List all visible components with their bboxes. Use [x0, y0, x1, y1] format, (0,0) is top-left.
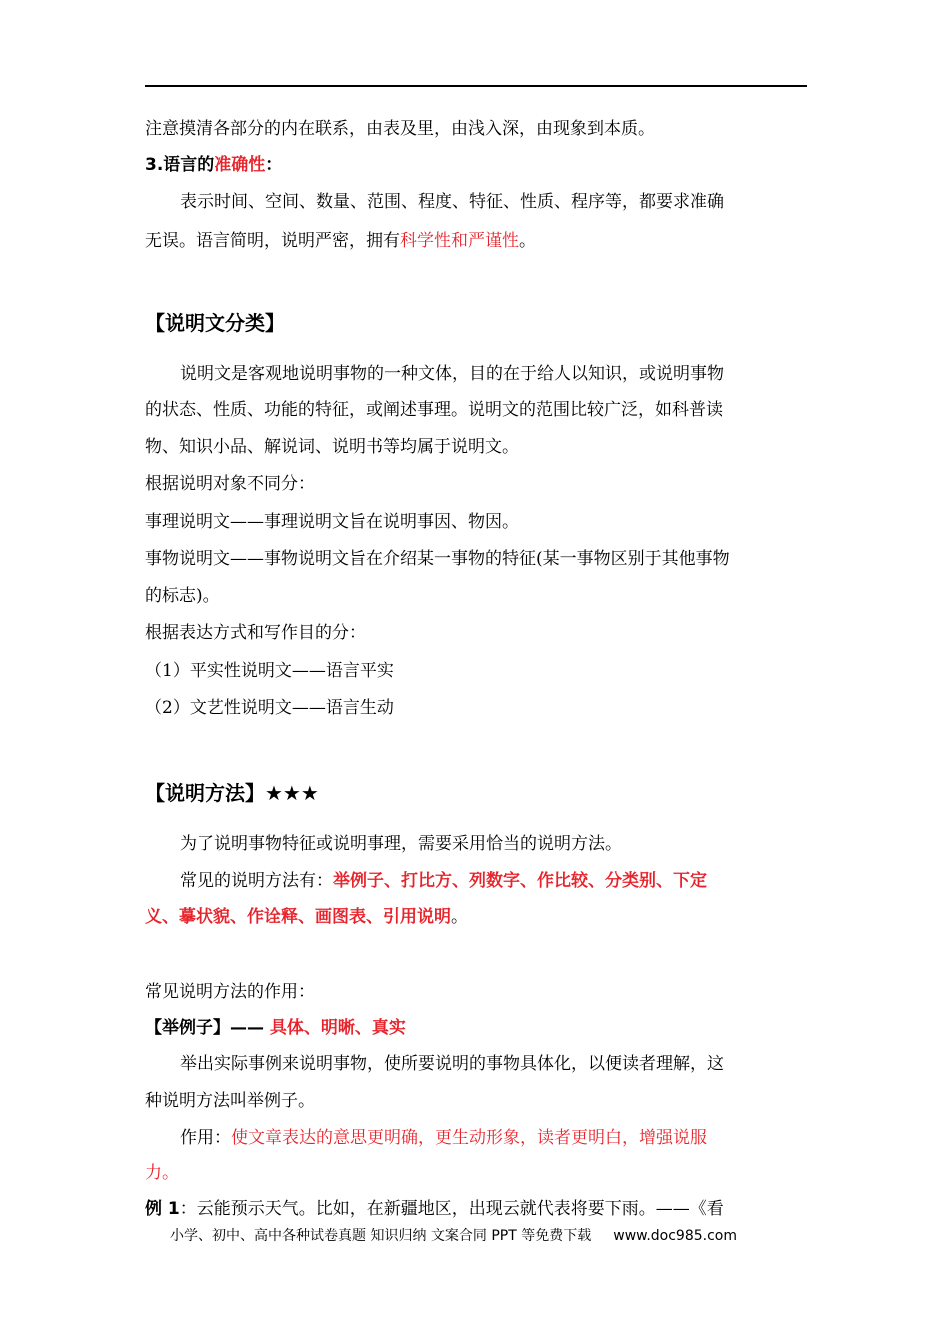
footer-banner — [170, 1226, 737, 1246]
top-rule — [145, 85, 807, 87]
footer-url[interactable]: www.doc985.com — [613, 1228, 737, 1244]
paragraph-line: 义、摹状貌、作诠释、画图表、引用说明。 — [145, 907, 468, 927]
paragraph-line: 无误。语言简明，说明严密，拥有科学性和严谨性。 — [145, 231, 536, 251]
paragraph-line: 物、知识小品、解说词、说明书等均属于说明文。 — [145, 437, 519, 457]
paragraph-line: 种说明方法叫举例子。 — [145, 1091, 315, 1111]
heading-methods: 【说明方法】★★★ — [145, 781, 319, 805]
paragraph-line: 根据表达方式和写作目的分： — [145, 623, 366, 643]
paragraph-line: 事理说明文——事理说明文旨在说明事因、物因。 — [145, 512, 519, 532]
list-item: （2）文艺性说明文——语言生动 — [145, 698, 394, 718]
paragraph-line: 举出实际事例来说明事物，使所要说明的事物具体化，以便读者理解，这 — [180, 1054, 724, 1074]
paragraph-line: 力。 — [145, 1163, 179, 1183]
footer-text: 小学、初中、高中各种试卷真题 知识归纳 文案合同 PPT 等免费下载 — [170, 1228, 592, 1244]
paragraph-line: 常见说明方法的作用： — [145, 982, 315, 1002]
paragraph-line: 说明文是客观地说明事物的一种文体，目的在于给人以知识，或说明事物 — [180, 364, 724, 384]
example-line: 例 1：云能预示天气。比如，在新疆地区，出现云就代表将要下雨。——《看 — [145, 1199, 724, 1219]
paragraph-line: 根据说明对象不同分： — [145, 474, 315, 494]
list-item: （1）平实性说明文——语言平实 — [145, 661, 394, 681]
paragraph-line: 的标志)。 — [145, 586, 220, 606]
paragraph-line: 表示时间、空间、数量、范围、程度、特征、性质、程序等，都要求准确 — [180, 192, 724, 212]
paragraph-line: 为了说明事物特征或说明事理，需要采用恰当的说明方法。 — [180, 834, 622, 854]
paragraph-line: 作用：使文章表达的意思更明确，更生动形象，读者更明白，增强说服 — [180, 1128, 707, 1148]
paragraph-line: 的状态、性质、功能的特征，或阐述事理。说明文的范围比较广泛，如科普读 — [145, 400, 723, 420]
paragraph-line: 事物说明文——事物说明文旨在介绍某一事物的特征(某一事物区别于其他事物 — [145, 549, 730, 569]
example-method-heading: 【举例子】—— 具体、明晰、真实 — [145, 1018, 406, 1038]
paragraph-line: 常见的说明方法有：举例子、打比方、列数字、作比较、分类别、下定 — [180, 871, 707, 891]
section-heading-accuracy: 3.语言的准确性： — [145, 155, 283, 175]
paragraph-line: 注意摸清各部分的内在联系，由表及里，由浅入深，由现象到本质。 — [145, 119, 655, 139]
heading-classification: 【说明文分类】 — [145, 311, 285, 335]
